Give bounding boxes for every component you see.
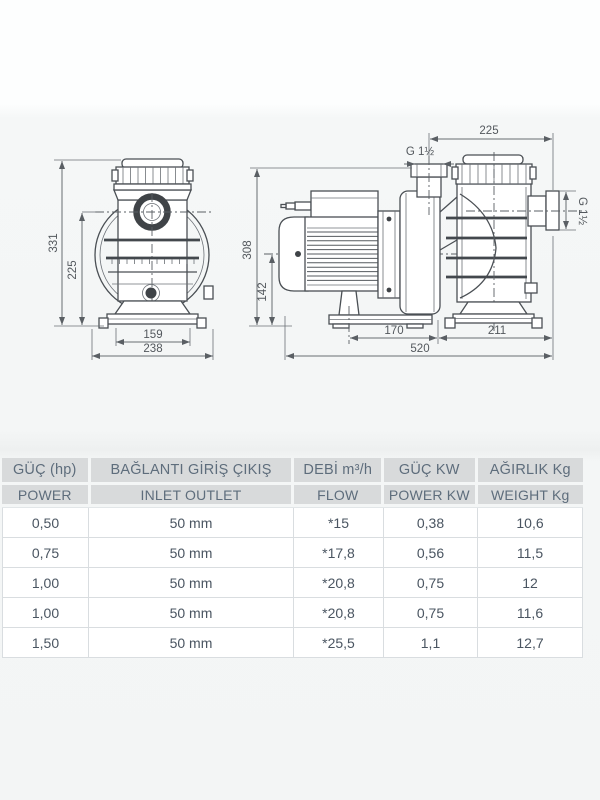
front-base [99, 301, 206, 328]
table-cell: 1,00 [2, 568, 88, 598]
table-cell: 50 mm [88, 538, 293, 568]
pump-volute [400, 191, 440, 314]
table-cell: 10,6 [477, 508, 583, 538]
table-cell: *17,8 [293, 538, 383, 568]
dim-label-outlet-thread: G 1½ [576, 196, 588, 226]
dim-label-211: 211 [487, 325, 507, 337]
table-cell: 12,7 [477, 628, 583, 658]
table-cell: *25,5 [293, 628, 383, 658]
table-cell: 50 mm [88, 568, 293, 598]
dim-label-520: 520 [410, 343, 430, 355]
motor-end-cap [279, 217, 308, 291]
table-cell: 50 mm [88, 628, 293, 658]
cable-gland [281, 202, 311, 210]
table-cell: 50 mm [88, 508, 293, 538]
table-cell: 11,5 [477, 538, 583, 568]
dim-axis-height [257, 255, 272, 325]
table-header-english [2, 485, 583, 504]
terminal-box [311, 191, 378, 218]
table-cell: *20,8 [293, 598, 383, 628]
table-row [2, 598, 583, 628]
table-cell: 0,38 [383, 508, 477, 538]
table-cell: 1,00 [2, 598, 88, 628]
filter-drain [525, 283, 537, 293]
table-cell: 50 mm [88, 598, 293, 628]
header-power-kw: GÜÇ KW [384, 458, 475, 482]
dim-label-308: 308 [242, 240, 254, 260]
header-flow-en: FLOW [294, 485, 381, 504]
table-cell: 11,6 [477, 598, 583, 628]
header-weight: AĞIRLIK Kg [478, 458, 583, 482]
dim-front-port-height [67, 212, 96, 325]
table-cell: 0,75 [383, 568, 477, 598]
spec-table [2, 458, 583, 658]
front-view-drawing [48, 159, 213, 360]
header-connection-en: INLET OUTLET [91, 485, 292, 504]
header-power-kw-en: POWER KW [384, 485, 475, 504]
outlet-port [528, 191, 559, 230]
dim-label-159: 159 [143, 329, 163, 341]
header-power-hp: GÜÇ (hp) [2, 458, 88, 482]
pump-drawing-svg [40, 118, 590, 366]
dim-label-225-front: 225 [67, 260, 79, 280]
motor-body [305, 217, 378, 291]
table-cell: 1,1 [383, 628, 477, 658]
header-flow: DEBİ m³/h [294, 458, 381, 482]
dim-label-238: 238 [143, 343, 163, 355]
header-connection: BAĞLANTI GİRİŞ ÇIKIŞ [91, 458, 292, 482]
table-cell: 0,75 [383, 598, 477, 628]
table-row [2, 508, 583, 538]
table-cell: 0,75 [2, 538, 88, 568]
header-weight-en: WEIGHT Kg [478, 485, 583, 504]
pump-technical-drawing [40, 118, 590, 366]
header-power-hp-en: POWER [2, 485, 88, 504]
dim-outlet-thread [559, 191, 588, 230]
dim-label-inlet-thread: G 1½ [405, 146, 435, 158]
side-view-drawing [242, 125, 588, 360]
spec-table-body [2, 507, 583, 658]
dim-label-331: 331 [48, 233, 60, 253]
strainer-cap-front [112, 159, 193, 190]
table-cell: 0,50 [2, 508, 88, 538]
table-cell: *15 [293, 508, 383, 538]
table-row [2, 538, 583, 568]
table-cell: 0,56 [383, 538, 477, 568]
dim-label-142: 142 [257, 282, 269, 302]
table-row [2, 628, 583, 658]
dim-front-height-total [48, 160, 121, 326]
dim-label-170: 170 [384, 325, 404, 337]
table-cell: 12 [477, 568, 583, 598]
table-cell: 1,50 [2, 628, 88, 658]
dim-label-225-top: 225 [479, 125, 499, 137]
table-cell: *20,8 [293, 568, 383, 598]
table-row [2, 568, 583, 598]
motor-bracket [378, 211, 400, 298]
table-header-turkish [2, 458, 583, 482]
